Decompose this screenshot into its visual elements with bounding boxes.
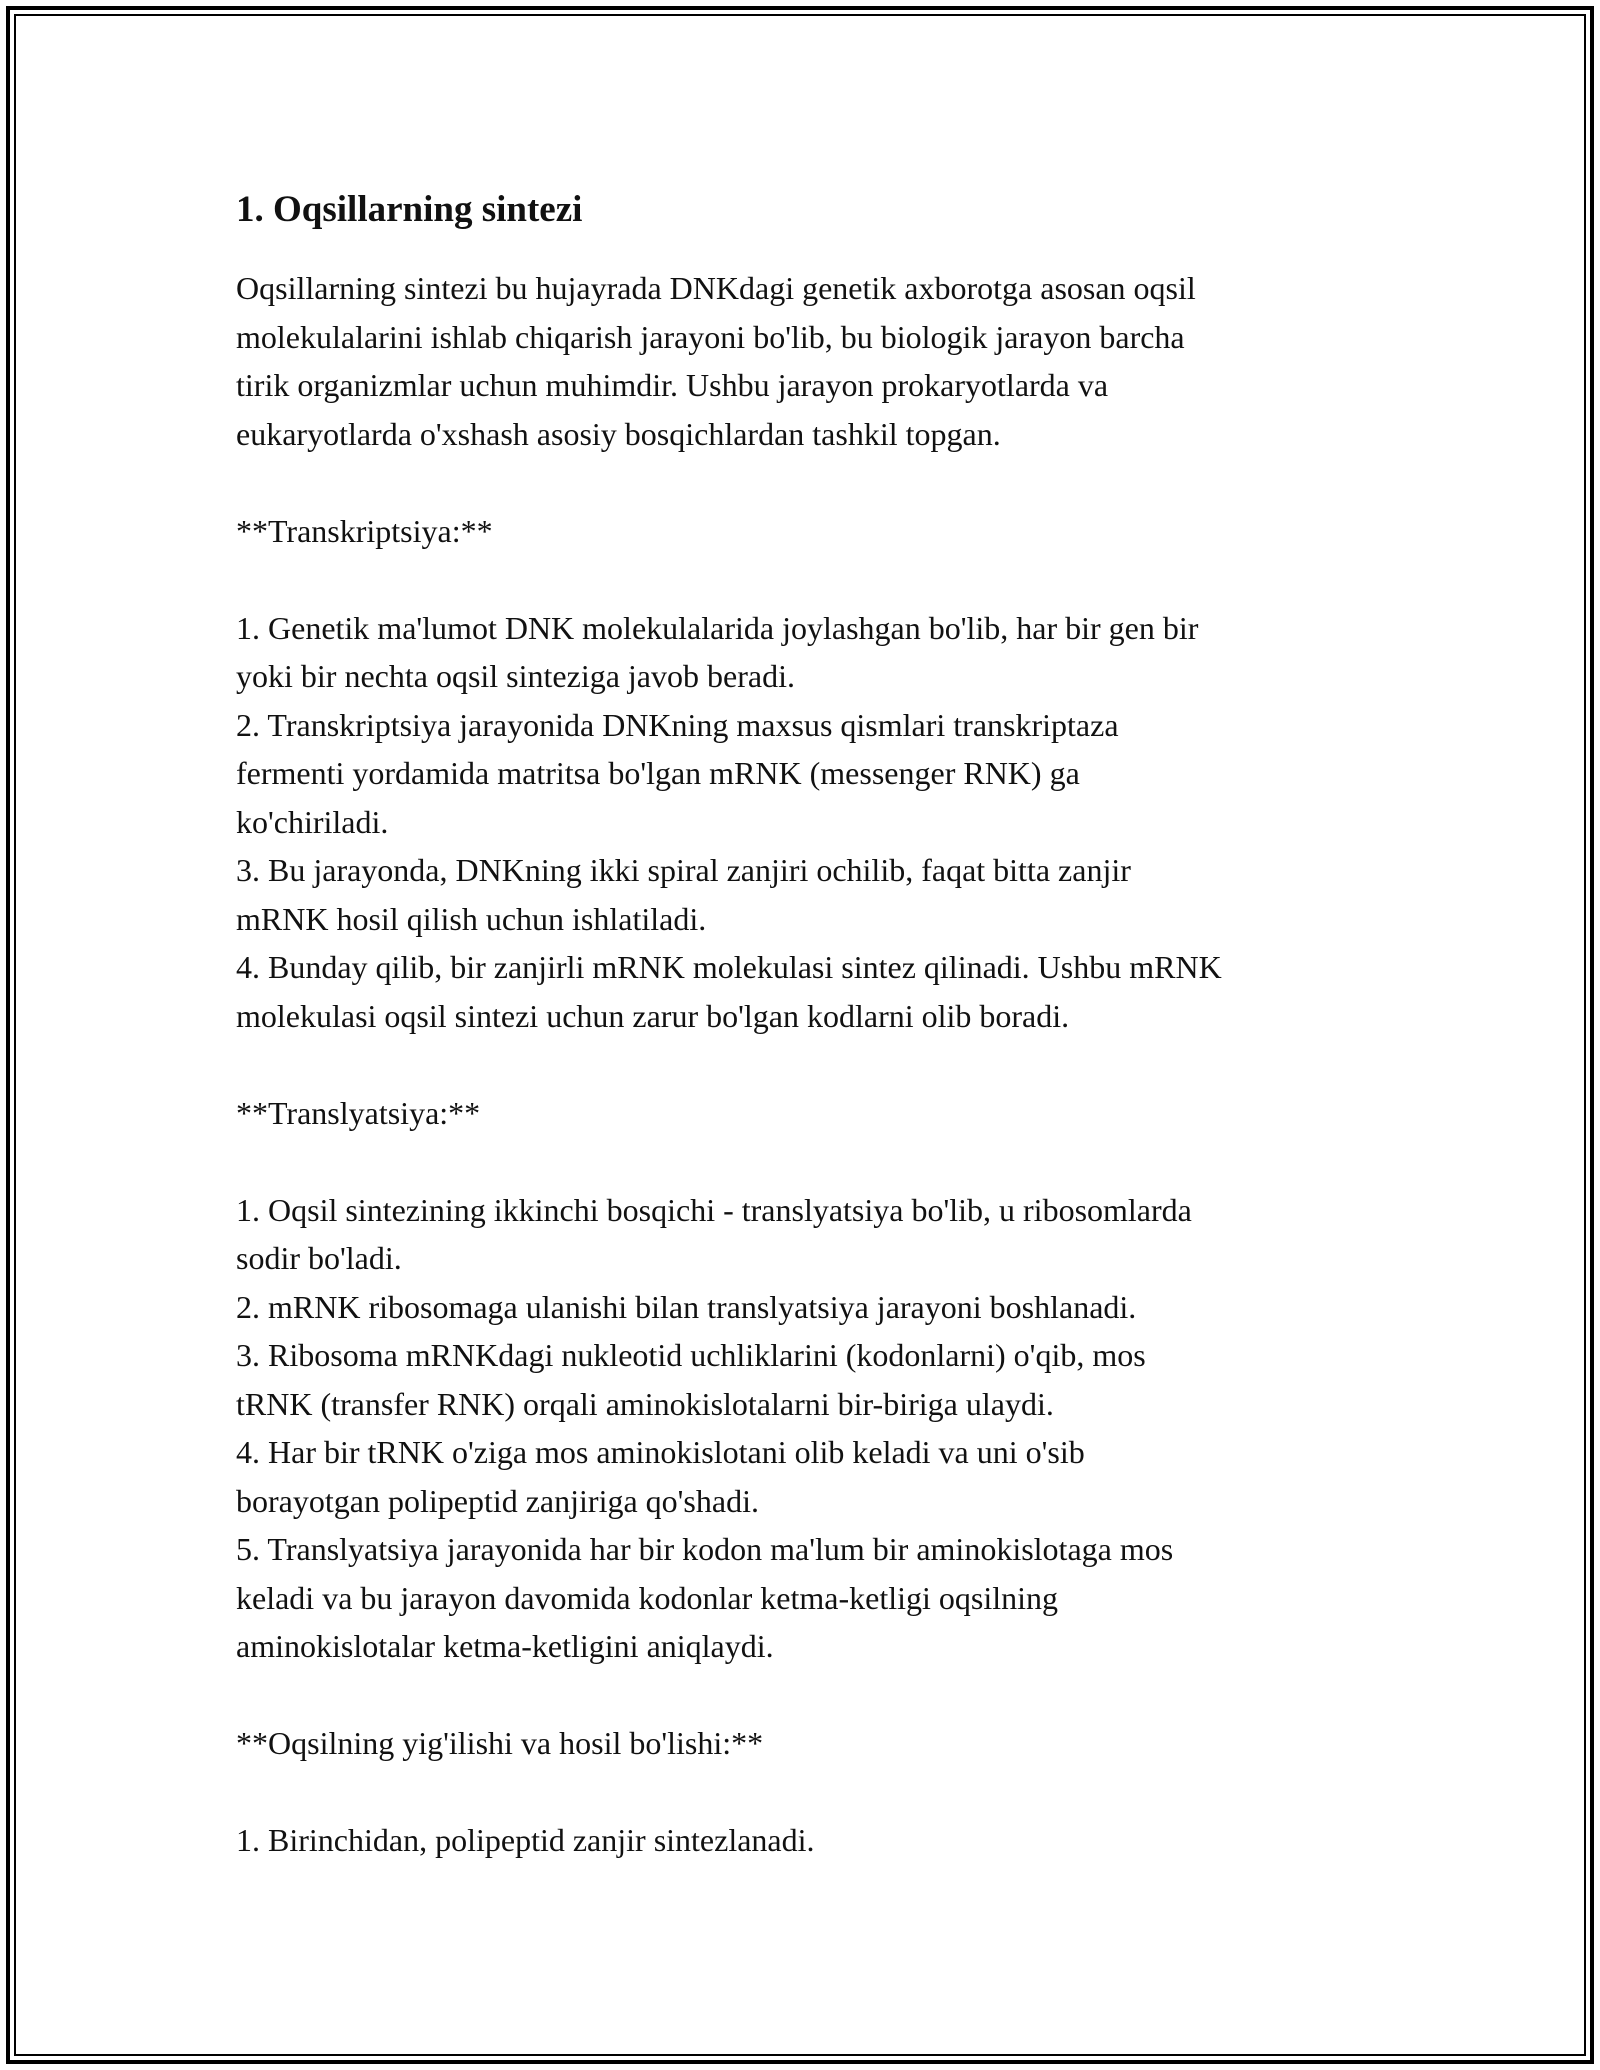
text-line: 3. Ribosoma mRNKdagi nukleotid uchliklarini (kodonlarni) o'qib, mos	[236, 1337, 1146, 1373]
text-line: fermenti yordamida matritsa bo'lgan mRNK (messenger RNK) ga	[236, 755, 1080, 791]
section-oqsil-yigilishi	[236, 1719, 1396, 1865]
intro-paragraph	[236, 264, 1396, 458]
text-line: tRNK (transfer RNK) orqali aminokislotalarni bir-biriga ulaydi.	[236, 1385, 1054, 1422]
blank-line	[236, 1671, 1396, 1720]
blank-line	[236, 555, 1396, 604]
text-line: 5. Translyatsiya jarayonida har bir kodon ma'lum bir aminokislotaga mos	[236, 1531, 1174, 1567]
section-heading: **Translyatsiya:**	[236, 1094, 481, 1131]
section-translyatsiya	[236, 1089, 1396, 1671]
text-line: keladi va bu jarayon davomida kodonlar ketma-ketligi oqsilning	[236, 1579, 1059, 1616]
text-line: ko'chiriladi.	[236, 803, 389, 840]
text-line: 3. Bu jarayonda, DNKning ikki spiral zanjiri ochilib, faqat bitta zanjir	[236, 852, 1131, 888]
text-line: Oqsillarning sintezi bu hujayrada DNKdagi genetik axborotga asosan oqsil	[236, 270, 1196, 306]
text-line: tirik organizmlar uchun muhimdir. Ushbu jarayon prokaryotlarda va	[236, 367, 1109, 403]
section-heading: **Oqsilning yig'ilishi va hosil bo'lishi:**	[236, 1725, 764, 1761]
blank-line	[236, 458, 1396, 507]
text-line: borayotgan polipeptid zanjiriga qo'shadi.	[236, 1482, 759, 1519]
text-line: 1. Oqsil sintezining ikkinchi bosqichi - translyatsiya bo'lib, u ribosomlarda	[236, 1191, 1192, 1228]
text-line: 2. mRNK ribosomaga ulanishi bilan translyatsiya jarayoni boshlanadi.	[236, 1288, 1137, 1325]
section-transkriptsiya	[236, 507, 1396, 1041]
section-heading: **Transkriptsiya:**	[236, 512, 493, 549]
text-line: molekulasi oqsil sintezi uchun zarur bo'lgan kodlarni olib boradi.	[236, 997, 1070, 1034]
text-line: mRNK hosil qilish uchun ishlatiladi.	[236, 900, 707, 937]
text-line: eukaryotlarda o'xshash asosiy bosqichlardan tashkil topgan.	[236, 415, 1001, 452]
text-line: molekulalarini ishlab chiqarish jarayoni bo'lib, bu biologik jarayon barcha	[236, 318, 1185, 355]
blank-line	[236, 1137, 1396, 1186]
text-line: 2. Transkriptsiya jarayonida DNKning maxsus qismlari transkriptaza	[236, 706, 1119, 743]
document-body	[236, 186, 1396, 1865]
text-line: 1. Birinchidan, polipeptid zanjir sintezlanadi.	[236, 1822, 815, 1858]
text-line: yoki bir nechta oqsil sinteziga javob beradi.	[236, 658, 795, 694]
blank-line	[236, 1768, 1396, 1817]
text-line: sodir bo'ladi.	[236, 1240, 402, 1276]
text-line: 4. Har bir tRNK o'ziga mos aminokislotani olib keladi va uni o'sib	[236, 1434, 1085, 1470]
text-line: 4. Bunday qilib, bir zanjirli mRNK molekulasi sintez qilinadi. Ushbu mRNK	[236, 949, 1222, 985]
document-title: 1. Oqsillarning sintezi	[236, 189, 583, 230]
text-line: aminokislotalar ketma-ketligini aniqlaydi.	[236, 1628, 774, 1664]
text-line: 1. Genetik ma'lumot DNK molekulalarida joylashgan bo'lib, har bir gen bir	[236, 609, 1199, 646]
blank-line	[236, 1040, 1396, 1089]
